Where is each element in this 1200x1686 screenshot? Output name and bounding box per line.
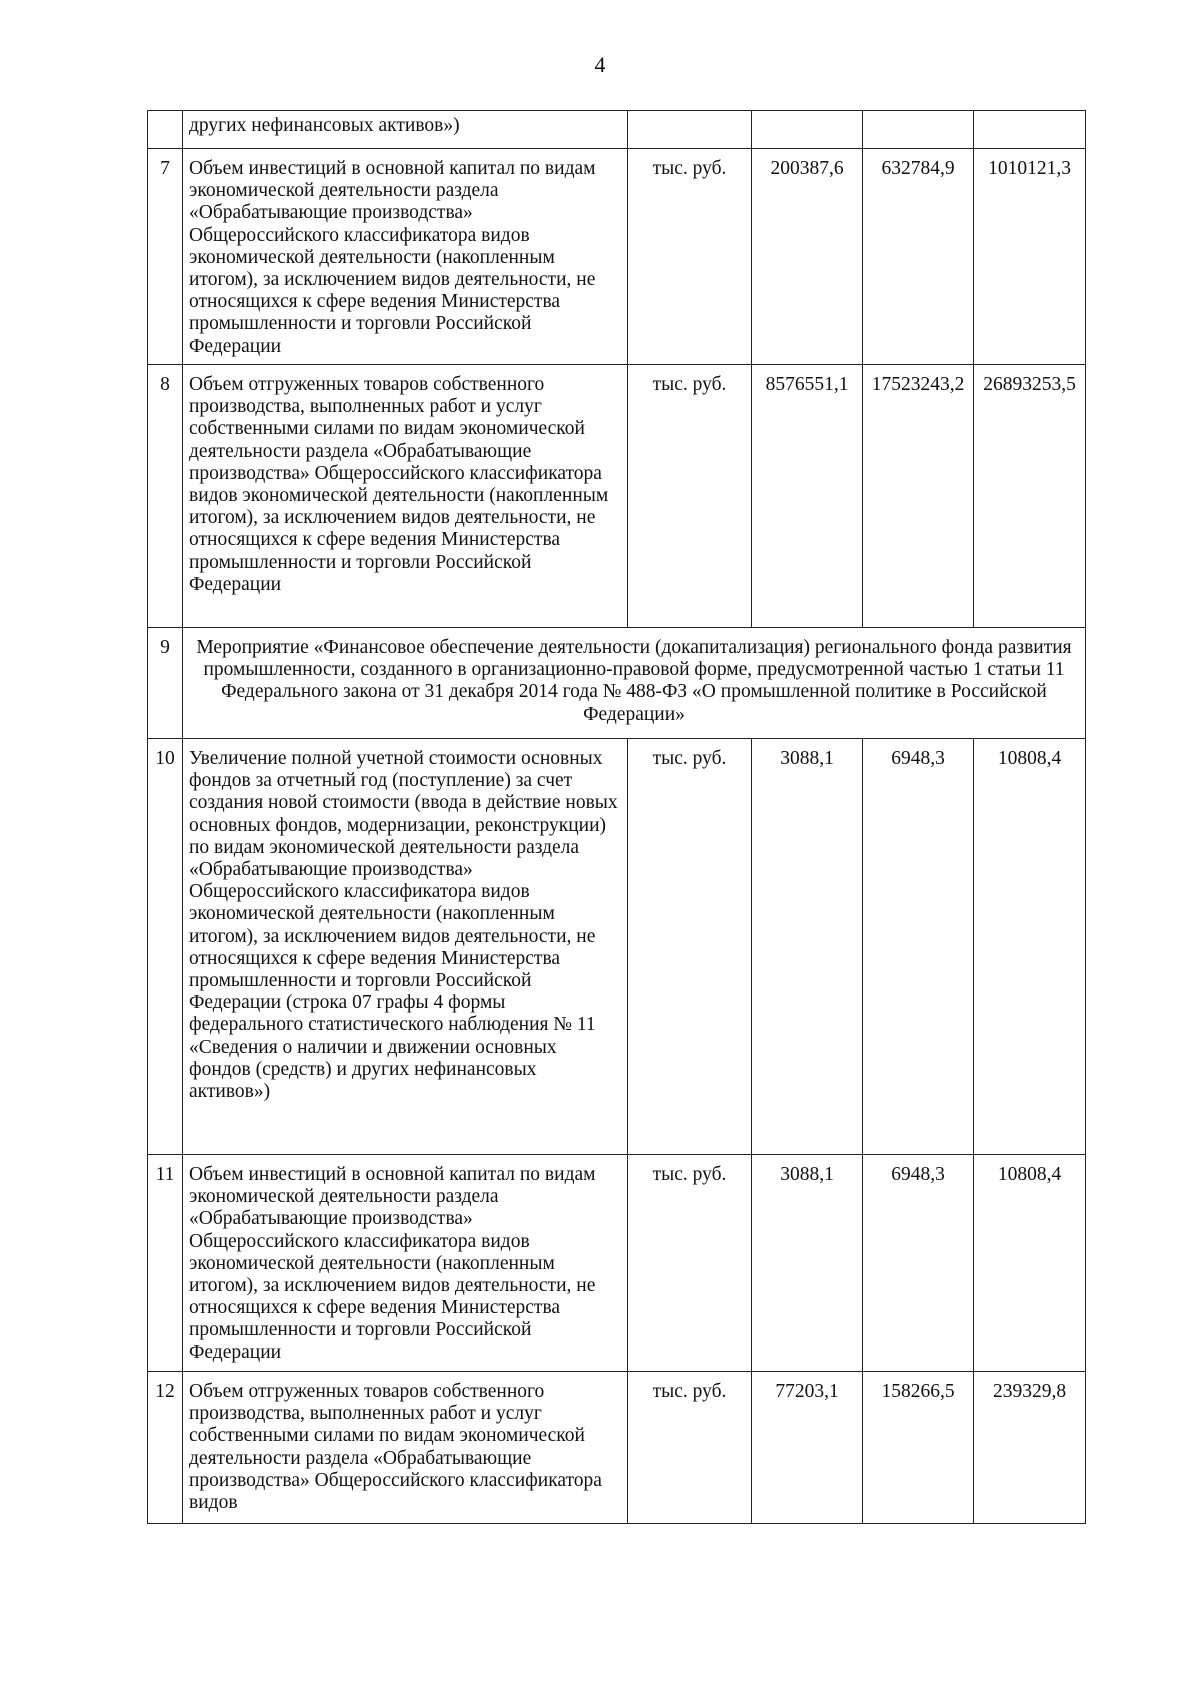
value-cell: 632784,9 (863, 149, 974, 365)
unit-cell: тыс. руб. (628, 1155, 752, 1372)
row-number: 8 (148, 365, 183, 628)
table-row (148, 149, 1086, 365)
table-row (148, 111, 1086, 149)
page-number: 4 (594, 52, 606, 77)
indicator-description: Объем инвестиций в основной капитал по видам экономической деятельности раздела «Обрабатывающие производства» Общероссийского классификатора видов экономической деятельности (накопленным итогом), за исключением видов деятельности, не относящихся к сфере ведения Министерства промышленности и торговли Российской Федерации (183, 149, 628, 365)
value-cell: 26893253,5 (974, 365, 1086, 628)
indicator-description: Увеличение полной учетной стоимости основных фондов за отчетный год (поступление) за счет создания новой стоимости (ввода в действие новых основных фондов, модернизации, реконструкции) по видам экономической деятельности раздела «Обрабатывающие производства» Общероссийского классификатора видов экономической деятельности (накопленным итогом), за исключением видов деятельности, не относящихся к сфере ведения Министерства промышленности и торговли Российской Федерации (строка 07 графы 4 формы федерального статистического наблюдения № 11 «Сведения о наличии и движении основных фондов (средств) и других нефинансовых активов») (183, 739, 628, 1155)
row-number: 11 (148, 1155, 183, 1372)
value-cell: 8576551,1 (752, 365, 863, 628)
table-row (148, 628, 1086, 739)
value-cell: 158266,5 (863, 1372, 974, 1524)
unit-cell: тыс. руб. (628, 739, 752, 1155)
indicator-description: Объем отгруженных товаров собственного производства, выполненных работ и услуг собственными силами по видам экономической деятельности раздела «Обрабатывающие производства» Общероссийского классификатора видов (183, 1372, 628, 1524)
value-cell: 17523243,2 (863, 365, 974, 628)
unit-cell (628, 111, 752, 149)
value-cell: 6948,3 (863, 1155, 974, 1372)
value-cell: 6948,3 (863, 739, 974, 1155)
value-cell (974, 111, 1086, 149)
indicator-description: других нефинансовых активов») (183, 111, 628, 149)
table-row (148, 365, 1086, 628)
value-cell: 239329,8 (974, 1372, 1086, 1524)
table-row (148, 1155, 1086, 1372)
indicators-table (147, 110, 1086, 1524)
unit-cell: тыс. руб. (628, 1372, 752, 1524)
value-cell: 10808,4 (974, 1155, 1086, 1372)
measure-heading: Мероприятие «Финансовое обеспечение деятельности (докапитализация) регионального фонда развития промышленности, созданного в организационно-правовой форме, предусмотренной частью 1 статьи 11 Федерального закона от 31 декабря 2014 года № 488-ФЗ «О промышленной политике в Российской Федерации» (183, 628, 1086, 739)
value-cell: 77203,1 (752, 1372, 863, 1524)
table-row (148, 1372, 1086, 1524)
table-row (148, 739, 1086, 1155)
indicator-description: Объем отгруженных товаров собственного производства, выполненных работ и услуг собственными силами по видам экономической деятельности раздела «Обрабатывающие производства» Общероссийского классификатора видов экономической деятельности (накопленным итогом), за исключением видов деятельности, не относящихся к сфере ведения Министерства промышленности и торговли Российской Федерации (183, 365, 628, 628)
unit-cell: тыс. руб. (628, 365, 752, 628)
row-number (148, 111, 183, 149)
value-cell: 3088,1 (752, 1155, 863, 1372)
value-cell: 200387,6 (752, 149, 863, 365)
value-cell: 3088,1 (752, 739, 863, 1155)
value-cell (863, 111, 974, 149)
indicator-description: Объем инвестиций в основной капитал по видам экономической деятельности раздела «Обрабатывающие производства» Общероссийского классификатора видов экономической деятельности (накопленным итогом), за исключением видов деятельности, не относящихся к сфере ведения Министерства промышленности и торговли Российской Федерации (183, 1155, 628, 1372)
row-number: 10 (148, 739, 183, 1155)
row-number: 12 (148, 1372, 183, 1524)
row-number: 7 (148, 149, 183, 365)
unit-cell: тыс. руб. (628, 149, 752, 365)
value-cell (752, 111, 863, 149)
value-cell: 10808,4 (974, 739, 1086, 1155)
row-number: 9 (148, 628, 183, 739)
value-cell: 1010121,3 (974, 149, 1086, 365)
